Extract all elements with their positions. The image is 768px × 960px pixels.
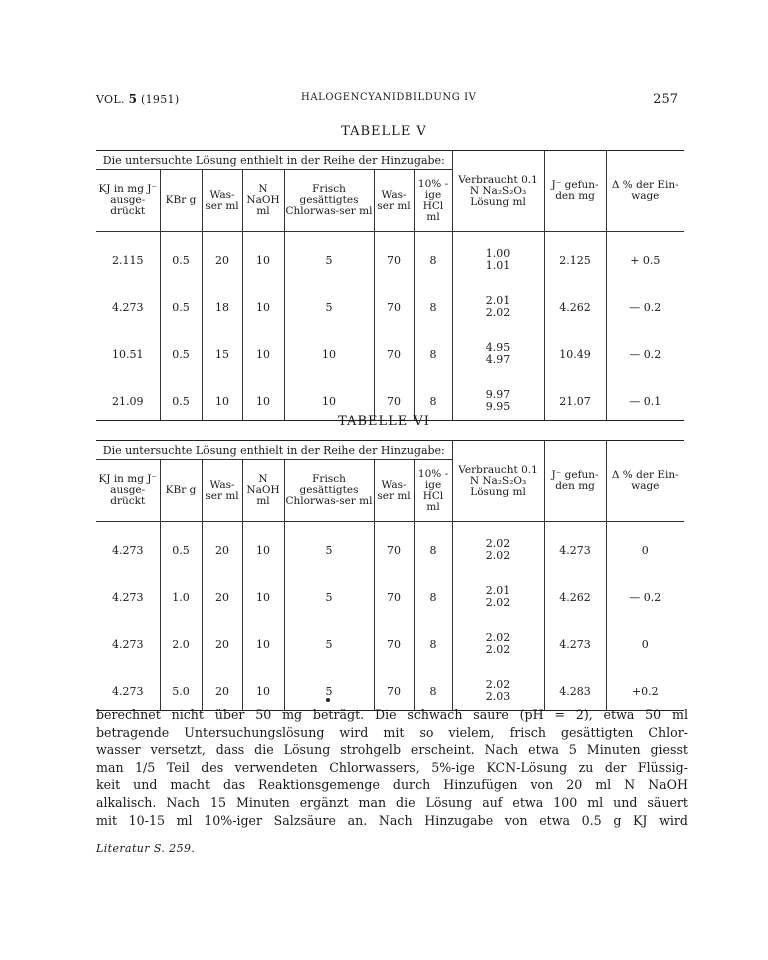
cell-delta: — 0.2 [629, 347, 662, 361]
cell-hcl: 8 [414, 663, 452, 711]
cell-wasser-2: 70 [374, 326, 414, 373]
table-row [96, 232, 684, 280]
table-row [96, 326, 684, 373]
cell-wasser-1: 20 [202, 232, 242, 280]
body-line: keit und macht das Reaktionsgemenge durch Hinzufügen von 20 ml N NaOH [96, 777, 688, 793]
cell-chlorwasser: 10 [284, 373, 374, 421]
cell-kj: 4.273 [96, 279, 160, 326]
volume-label: VOL. [96, 93, 125, 106]
cell-wasser-2: 70 [374, 232, 414, 280]
cell-wasser-1: 20 [202, 616, 242, 663]
cell-kbr: 5.0 [160, 663, 202, 711]
body-line: betragende Untersuchungslösung wird mit so vielem, frisch gesättigten Chlor- [96, 724, 688, 740]
cell-wasser-1: 20 [202, 569, 242, 616]
cell-wasser-1: 10 [202, 373, 242, 421]
col-chlorwasser: Frisch gesättigtes Chlorwas-ser ml [284, 460, 374, 522]
cell-kj: 21.09 [96, 373, 160, 421]
cell-kbr: 0.5 [160, 373, 202, 421]
body-line: man 1/5 Teil des verwendeten Chlorwassers, 5%-ige KCN-Lösung zu der Flüssig- [96, 759, 688, 775]
running-title: HALOGENCYANIDBILDUNG IV [301, 92, 477, 103]
cell-naoh: 10 [242, 569, 284, 616]
cell-wasser-2: 70 [374, 522, 414, 570]
value-2: 2.03 [485, 690, 511, 703]
cell-hcl: 8 [414, 616, 452, 663]
cell-kj: 2.115 [96, 232, 160, 280]
running-header [96, 92, 678, 110]
body-text [96, 706, 688, 829]
value-2: 4.97 [485, 353, 511, 366]
cell-kj: 4.273 [96, 663, 160, 711]
cell-naoh: 10 [242, 663, 284, 711]
value-1: 4.95 [485, 341, 511, 354]
value-1: 2.02 [485, 631, 511, 644]
cell-verbraucht [452, 569, 544, 616]
value-2: 2.02 [485, 306, 511, 319]
body-line: mit 10-15 ml 10%-iger Salzsäure an. Nach Hinzugabe von etwa 0.5 g KJ wird [96, 812, 688, 828]
table-row [96, 663, 684, 711]
cell-gefunden: 4.273 [544, 616, 606, 663]
value-1: 9.97 [485, 388, 511, 401]
cell-wasser-2: 70 [374, 373, 414, 421]
cell-wasser-2: 70 [374, 569, 414, 616]
col-wasser-2: Was-ser ml [374, 170, 414, 232]
body-line: wasser versetzt, dass die Lösung strohgelb erscheint. Nach etwa 5 Minuten giesst [96, 742, 688, 758]
cell-kj: 4.273 [96, 522, 160, 570]
group-caption: Die untersuchte Lösung enthielt in der Reihe der Hinzugabe: [96, 151, 452, 170]
value-1: 2.02 [485, 537, 511, 550]
cell-chlorwasser: 5 [284, 232, 374, 280]
col-hcl: 10% -ige HCl ml [414, 460, 452, 522]
cell-wasser-1: 18 [202, 279, 242, 326]
value-2: 1.01 [485, 259, 511, 272]
table-row [96, 279, 684, 326]
cell-kj: 10.51 [96, 326, 160, 373]
cell-delta: — 0.1 [629, 394, 662, 408]
cell-gefunden: 4.262 [544, 569, 606, 616]
col-kbr: KBr g [160, 170, 202, 232]
cell-delta: — 0.2 [629, 590, 662, 604]
cell-verbraucht [452, 279, 544, 326]
col-hcl: 10% -ige HCl ml [414, 170, 452, 232]
col-verbraucht: Verbraucht 0.1 N Na₂S₂O₃ Lösung ml [452, 151, 544, 232]
cell-wasser-1: 20 [202, 522, 242, 570]
cell-verbraucht [452, 522, 544, 570]
value-1: 2.02 [485, 678, 511, 691]
cell-chlorwasser: 10 [284, 326, 374, 373]
table-row [96, 569, 684, 616]
table-row [96, 522, 684, 570]
col-gefunden: J⁻ gefun-den mg [544, 441, 606, 522]
col-wasser-1: Was-ser ml [202, 460, 242, 522]
col-wasser-2: Was-ser ml [374, 460, 414, 522]
body-line: berechnet nicht über 50 mg beträgt. Die schwach saure (pH = 2), etwa 50 ml [96, 707, 688, 722]
value-2: 2.02 [485, 643, 511, 656]
table-row [96, 616, 684, 663]
cell-wasser-1: 20 [202, 663, 242, 711]
cell-gefunden: 10.49 [544, 326, 606, 373]
cell-kbr: 0.5 [160, 279, 202, 326]
cell-naoh: 10 [242, 279, 284, 326]
cell-hcl: 8 [414, 232, 452, 280]
cell-chlorwasser: 5 [284, 663, 374, 711]
cell-hcl: 8 [414, 326, 452, 373]
cell-delta: 0 [641, 637, 649, 651]
cell-naoh: 10 [242, 326, 284, 373]
col-naoh: N NaOH ml [242, 170, 284, 232]
cell-kbr: 0.5 [160, 326, 202, 373]
cell-gefunden: 2.125 [544, 232, 606, 280]
cell-gefunden: 4.262 [544, 279, 606, 326]
col-kbr: KBr g [160, 460, 202, 522]
volume-info [96, 92, 179, 106]
table-vi-title: TABELLE VI [338, 414, 430, 429]
col-wasser-1: Was-ser ml [202, 170, 242, 232]
col-kj: KJ in mg J⁻ ausge-drückt [96, 460, 160, 522]
value-2: 9.95 [485, 400, 511, 413]
table-v [96, 150, 684, 421]
cell-delta: — 0.2 [629, 300, 662, 314]
cell-kj: 4.273 [96, 616, 160, 663]
cell-kbr: 2.0 [160, 616, 202, 663]
cell-chlorwasser: 5 [284, 616, 374, 663]
col-delta: Δ % der Ein-wage [606, 441, 684, 522]
cell-verbraucht [452, 326, 544, 373]
volume-number: 5 [128, 92, 138, 106]
cell-delta: 0 [641, 543, 649, 557]
group-caption: Die untersuchte Lösung enthielt in der Reihe der Hinzugabe: [96, 441, 452, 460]
cell-verbraucht [452, 663, 544, 711]
value-1: 1.00 [485, 247, 511, 260]
table-vi [96, 440, 684, 711]
cell-naoh: 10 [242, 373, 284, 421]
cell-kbr: 1.0 [160, 569, 202, 616]
body-line: alkalisch. Nach 15 Minuten ergänzt man die Lösung auf etwa 100 ml und säuert [96, 794, 688, 810]
cell-chlorwasser: 5 [284, 279, 374, 326]
cell-delta: + 0.5 [630, 253, 661, 267]
cell-verbraucht [452, 616, 544, 663]
cell-wasser-2: 70 [374, 616, 414, 663]
cell-delta: +0.2 [631, 684, 659, 698]
cell-chlorwasser: 5 [284, 522, 374, 570]
page-number: 257 [653, 92, 678, 107]
cell-wasser-2: 70 [374, 279, 414, 326]
col-chlorwasser: Frisch gesättigtes Chlorwas-ser ml [284, 170, 374, 232]
cell-gefunden: 4.283 [544, 663, 606, 711]
value-2: 2.02 [485, 596, 511, 609]
table-v-title: TABELLE V [341, 124, 427, 139]
volume-year: (1951) [141, 93, 180, 106]
cell-kbr: 0.5 [160, 522, 202, 570]
col-naoh: N NaOH ml [242, 460, 284, 522]
col-verbraucht: Verbraucht 0.1 N Na₂S₂O₃ Lösung ml [452, 441, 544, 522]
cell-gefunden: 21.07 [544, 373, 606, 421]
cell-gefunden: 4.273 [544, 522, 606, 570]
cell-hcl: 8 [414, 279, 452, 326]
cell-naoh: 10 [242, 616, 284, 663]
cell-naoh: 10 [242, 232, 284, 280]
col-kj: KJ in mg J⁻ ausge-drückt [96, 170, 160, 232]
cell-verbraucht [452, 232, 544, 280]
literature-reference: Literatur S. 259. [96, 842, 196, 855]
cell-wasser-1: 15 [202, 326, 242, 373]
cell-wasser-2: 70 [374, 663, 414, 711]
print-dot [326, 698, 330, 702]
col-delta: Δ % der Ein-wage [606, 151, 684, 232]
value-2: 2.02 [485, 549, 511, 562]
value-1: 2.01 [485, 584, 511, 597]
value-1: 2.01 [485, 294, 511, 307]
cell-hcl: 8 [414, 522, 452, 570]
cell-kbr: 0.5 [160, 232, 202, 280]
cell-chlorwasser: 5 [284, 569, 374, 616]
col-gefunden: J⁻ gefun-den mg [544, 151, 606, 232]
cell-kj: 4.273 [96, 569, 160, 616]
cell-hcl: 8 [414, 569, 452, 616]
cell-naoh: 10 [242, 522, 284, 570]
cell-hcl: 8 [414, 373, 452, 421]
